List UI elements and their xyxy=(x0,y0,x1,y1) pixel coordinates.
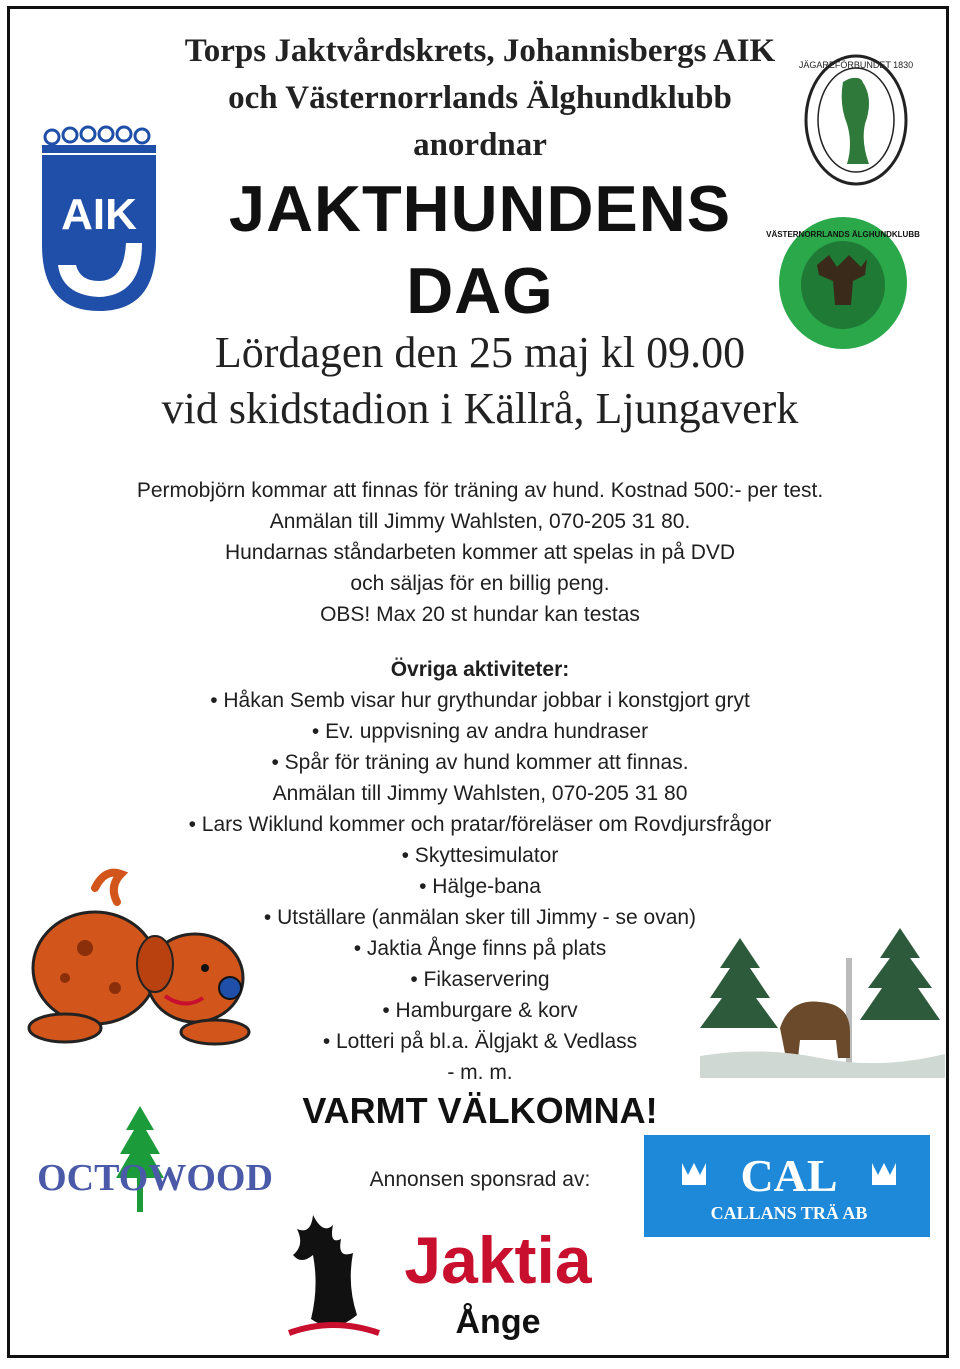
alghundklubb-text: VÄSTERNORRLANDS ÄLGHUNDKLUBB xyxy=(766,230,920,239)
organizers-text xyxy=(120,28,840,169)
dog-illustration xyxy=(25,868,250,1063)
activity-item: • Spår för träning av hund kommer att finnas. xyxy=(271,751,689,774)
organizers-line-1: Torps Jaktvårdskrets, Johannisbergs AIK xyxy=(184,33,776,69)
title-line-2: DAG xyxy=(406,254,554,327)
jaktia-subtext: Ånge xyxy=(455,1303,541,1341)
activity-item: • Utställare (anmälan sker till Jimmy - se ovan) xyxy=(263,906,697,929)
activity-item: • Lars Wiklund kommer och pratar/föreläser om Rovdjursfrågor xyxy=(188,813,772,836)
cal-logo-graphic xyxy=(644,1135,930,1237)
info-line: Anmälan till Jimmy Wahlsten, 070-205 31 80. xyxy=(269,510,691,533)
event-datetime xyxy=(60,325,900,437)
cal-logo xyxy=(644,1135,930,1237)
info-line: Hundarnas ståndarbeten kommer att spelas in på DVD xyxy=(224,541,736,564)
sponsored-text: Annonsen sponsrad av: xyxy=(369,1168,591,1191)
jaktia-text: Jaktia xyxy=(404,1223,592,1297)
activities-heading: Övriga aktiviteter: xyxy=(390,658,570,681)
welcome-text: VARMT VÄLKOMNA! xyxy=(302,1090,658,1131)
octowood-text: OCTOWOOD xyxy=(37,1157,273,1199)
info-line: Permobjörn kommar att finnas för träning av hund. Kostnad 500:- per test. xyxy=(136,479,824,502)
octowood-logo xyxy=(30,1096,280,1216)
page-title xyxy=(180,168,780,332)
info-line: och säljas för en billig peng. xyxy=(350,572,610,595)
organizers-line-2: och Västernorrlands Älghundklubb xyxy=(228,80,732,116)
title-line-1: JAKTHUNDENS xyxy=(228,172,732,245)
event-date: Lördagen den 25 maj kl 09.00 xyxy=(214,328,746,377)
cal-logo-subtext: CALLANS TRÄ AB xyxy=(710,1203,868,1223)
activity-item: • Hälge-bana xyxy=(419,875,541,898)
jagareforbundet-text: JÄGAREFÖRBUNDET 1830 xyxy=(798,60,914,70)
activity-item: • Fikaservering xyxy=(410,968,550,991)
activity-item: • Håkan Semb visar hur grythundar jobbar i konstgjort gryt xyxy=(210,689,750,712)
jagareforbundet-logo xyxy=(798,52,914,188)
aik-logo-text: AIK xyxy=(61,190,137,239)
activity-item: • Skyttesimulator xyxy=(401,844,559,867)
activity-item: • Hamburgare & korv xyxy=(382,999,578,1022)
activity-item: • Lotteri på bl.a. Älgjakt & Vedlass xyxy=(322,1030,638,1053)
activity-item: Anmälan till Jimmy Wahlsten, 070-205 31 80 xyxy=(272,782,688,805)
info-line: OBS! Max 20 st hundar kan testas xyxy=(320,603,640,626)
activity-item: • Jaktia Ånge finns på plats xyxy=(353,937,607,960)
forest-bear-illustration xyxy=(700,928,945,1078)
aik-logo xyxy=(38,125,160,315)
cal-logo-text: CAL xyxy=(740,1150,838,1201)
activity-item: - m. m. xyxy=(447,1061,513,1084)
activity-item: • Ev. uppvisning av andra hundraser xyxy=(311,720,649,743)
jaktia-logo xyxy=(283,1205,653,1345)
event-place: vid skidstadion i Källrå, Ljungaverk xyxy=(161,384,799,433)
organizers-line-3: anordnar xyxy=(413,127,547,163)
